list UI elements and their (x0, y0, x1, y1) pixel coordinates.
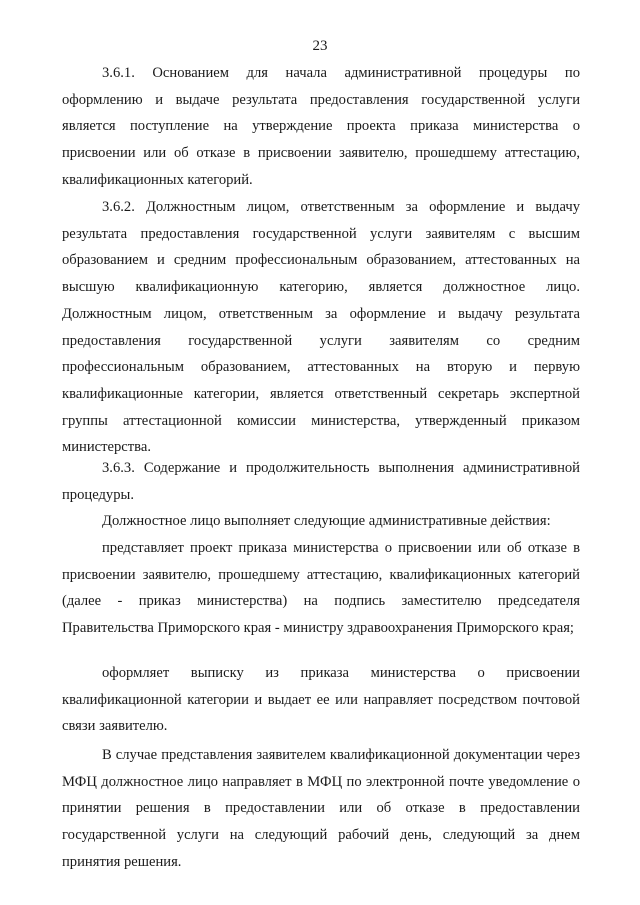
paragraph-mfc-notification: В случае представления заявителем квалификационной документации через МФЦ должностное лицо направляет в МФЦ по электронной почте уведомление о принятии решения в предоставлении или об отказе в предоставлении государственной услуги на следующий рабочий день, следующий за днем принятия решения. (62, 747, 580, 870)
paragraph-action-submit-draft: представляет проект приказа министерства о присвоении или об отказе в присвоении заявителю, прошедшему аттестацию, квалификационных категорий (далее - приказ министерства) на подпись заместителю председателя Правительства Приморского края - министру здравоохранения Приморского края; (62, 540, 580, 637)
paragraph-3-6-3: 3.6.3. Содержание и продолжительность выполнения административной процедуры. (62, 460, 580, 503)
page-number: 23 (312, 38, 328, 54)
paragraph-action-issue-extract: оформляет выписку из приказа министерства о присвоении квалификационной категории и выдает ее или направляет посредством почтовой связи заявителю. (62, 665, 580, 735)
paragraph-actions-intro: Должностное лицо выполняет следующие административные действия: (102, 513, 551, 529)
paragraph-3-6-2: 3.6.2. Должностным лицом, ответственным за оформление и выдачу результата предоставления государственной услуги заявителям с высшим образованием и средним профессиональным образованием, аттестованных на высшую квалификационную категорию, является должностное лицо. Должностным лицом, ответственным за оформление и выдачу результата предоставления государственной услуги заявителям со средним профессиональным образованием, аттестованных на вторую и первую квалификационные категории, является ответственный секретарь экспертной группы аттестационной комиссии министерства, утвержденный приказом министерства. (62, 199, 580, 456)
paragraph-3-6-1: 3.6.1. Основанием для начала административной процедуры по оформлению и выдаче результата предоставления государственной услуги является поступление на утверждение проекта приказа министерства о присвоении или об отказе в присвоении заявителю, прошедшему аттестацию, квалификационных категорий. (62, 65, 580, 188)
